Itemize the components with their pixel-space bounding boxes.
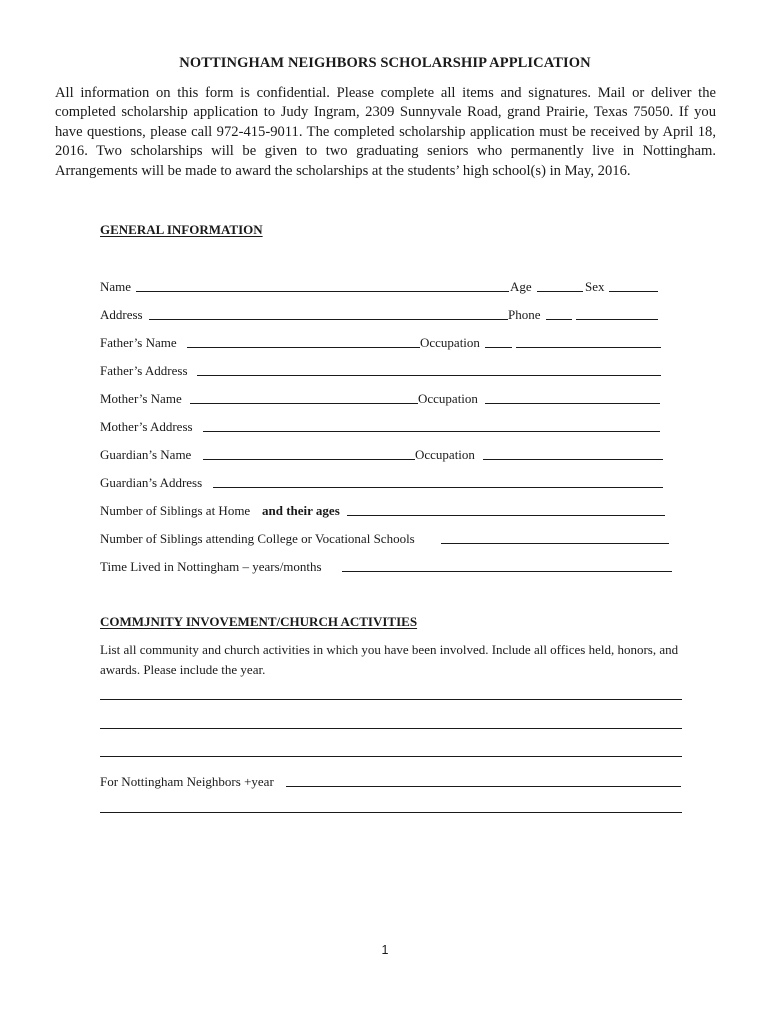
guardians-occupation-label: Occupation bbox=[415, 447, 475, 462]
for-neighbors-input-line[interactable] bbox=[286, 786, 681, 787]
form-title: NOTTINGHAM NEIGHBORS SCHOLARSHIP APPLICATION bbox=[179, 55, 591, 71]
siblings-home-input-line[interactable] bbox=[347, 515, 665, 516]
siblings-ages-label: and their ages bbox=[262, 503, 340, 518]
phone-label: Phone bbox=[508, 307, 541, 322]
address-label: Address bbox=[100, 307, 143, 322]
fathers-address-label: Father’s Address bbox=[100, 363, 188, 378]
guardians-name-input-line[interactable] bbox=[203, 459, 415, 460]
age-input-line[interactable] bbox=[537, 291, 583, 292]
guardians-address-label: Guardian’s Address bbox=[100, 475, 203, 490]
activities-line-1[interactable] bbox=[100, 699, 682, 700]
time-lived-input-line[interactable] bbox=[342, 571, 672, 572]
page-number: 1 bbox=[381, 943, 389, 957]
mothers-name-label: Mother’s Name bbox=[100, 391, 182, 406]
siblings-college-label: Number of Siblings attending College or Vocational Schools bbox=[100, 531, 415, 546]
address-phone-row bbox=[100, 306, 660, 324]
fathers-occupation-input-line[interactable] bbox=[485, 347, 512, 348]
guardians-name-label: Guardian’s Name bbox=[100, 447, 192, 462]
time-lived-row bbox=[100, 558, 673, 576]
fathers-name-label: Father’s Name bbox=[100, 335, 177, 350]
fathers-address-row bbox=[100, 362, 662, 380]
sex-input-line[interactable] bbox=[609, 291, 658, 292]
mothers-address-row bbox=[100, 418, 662, 436]
mothers-occupation-label: Occupation bbox=[418, 391, 478, 406]
name-age-sex-row bbox=[100, 278, 660, 296]
sex-label: Sex bbox=[585, 279, 605, 294]
siblings-home-row bbox=[100, 502, 666, 520]
mothers-name-input-line[interactable] bbox=[190, 403, 418, 404]
activities-line-3[interactable] bbox=[100, 756, 682, 757]
for-neighbors-label: For Nottingham Neighbors +year bbox=[100, 774, 274, 789]
mothers-address-label: Mother’s Address bbox=[100, 419, 193, 434]
mothers-name-row bbox=[100, 390, 662, 408]
mothers-address-input-line[interactable] bbox=[203, 431, 660, 432]
mothers-occupation-input-line[interactable] bbox=[485, 403, 660, 404]
guardians-name-row bbox=[100, 446, 664, 464]
guardians-address-row bbox=[100, 474, 664, 492]
general-information-heading: GENERAL INFORMATION bbox=[100, 222, 263, 237]
for-neighbors-row bbox=[100, 773, 682, 791]
fathers-address-input-line[interactable] bbox=[197, 375, 661, 376]
community-instructions: List all community and church activities in which you have been involved. Include all offices held, honors, and awards. Please include the year. bbox=[100, 642, 679, 677]
guardians-occupation-input-line[interactable] bbox=[483, 459, 663, 460]
time-lived-label: Time Lived in Nottingham – years/months bbox=[100, 559, 322, 574]
address-input-line[interactable] bbox=[149, 319, 508, 320]
siblings-home-label: Number of Siblings at Home bbox=[100, 503, 251, 518]
age-label: Age bbox=[510, 279, 532, 294]
for-neighbors-line-2[interactable] bbox=[100, 812, 682, 813]
siblings-college-row bbox=[100, 530, 670, 548]
phone-number-line[interactable] bbox=[576, 319, 658, 320]
fathers-occupation-input-line-2[interactable] bbox=[516, 347, 661, 348]
activities-line-2[interactable] bbox=[100, 728, 682, 729]
intro-paragraph: All information on this form is confidential. Please complete all items and signatures. Mail or deliver the completed scholarship application to Judy Ingram, 2309 Sunnyvale Road, grand Prairie, Texas 75050. If you have questions, please call 972-415-9011. The completed scholarship application must be received by April 18, 2016. Two scholarships will be given to two graduating seniors who permanently live in Nottingham. Arrangements will be made to award the scholarships at the students’ high school(s) in May, 2016. bbox=[55, 85, 716, 179]
fathers-name-input-line[interactable] bbox=[187, 347, 420, 348]
siblings-college-input-line[interactable] bbox=[441, 543, 669, 544]
fathers-name-row bbox=[100, 334, 662, 352]
community-heading: COMMJNITY INVOVEMENT/CHURCH ACTIVITIES bbox=[100, 614, 418, 629]
name-label: Name bbox=[100, 279, 132, 294]
phone-area-code-line[interactable] bbox=[546, 319, 572, 320]
guardians-address-input-line[interactable] bbox=[213, 487, 663, 488]
name-input-line[interactable] bbox=[136, 291, 509, 292]
fathers-occupation-label: Occupation bbox=[420, 335, 480, 350]
